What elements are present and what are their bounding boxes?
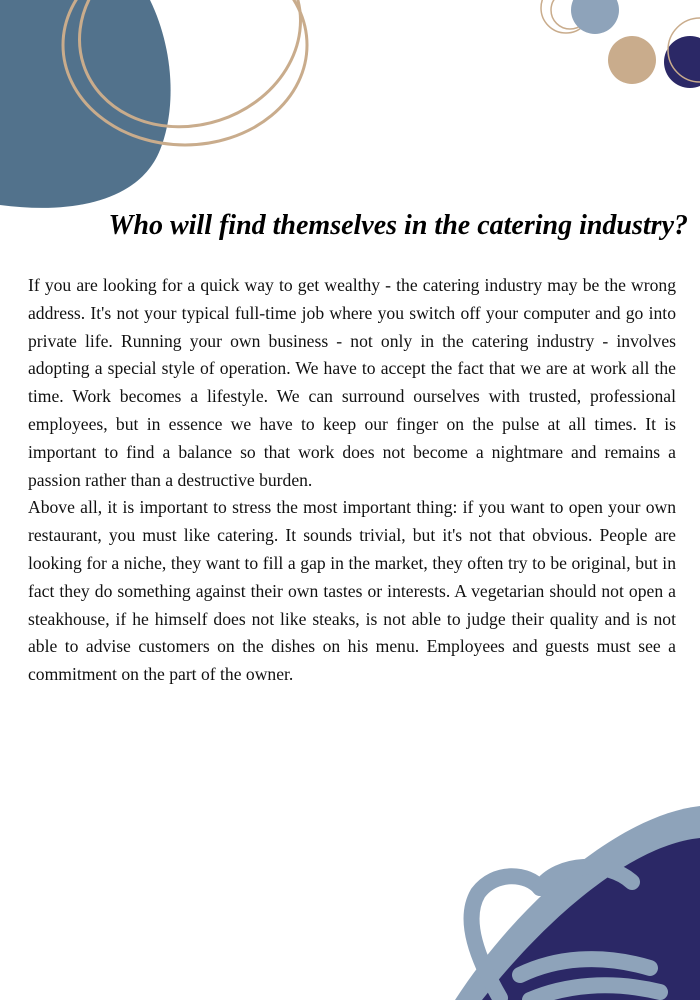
article-body — [28, 272, 676, 689]
paragraph-2: Above all, it is important to stress the most important thing: if you want to open your own restaurant, you must like catering. It sounds trivial, but it's not that obvious. People are looking for a niche, they want to fill a gap in the market, they often try to be original, but in fact they do something against their own tastes or interests. A vegetarian should not open a steakhouse, if he himself does not like steaks, is not able to judge their quality and is not able to advise customers on the dishes on his menu. Employees and guests must see a commitment on the part of the owner. — [28, 497, 676, 685]
top-right-circles — [541, 0, 700, 88]
page-title: Who will find themselves in the catering industry? — [108, 210, 688, 241]
paragraph-1: If you are looking for a quick way to get wealthy - the catering industry may be the wrong address. It's not your typical full-time job where you switch off your computer and go into private life. Running your own business - not only in the catering industry - involves adopting a special style of operation. We have to accept the fact that we are at work all the time. Work becomes a lifestyle. We can surround ourselves with trusted, professional employees, but in essence we have to keep our finger on the pulse at all times. It is important to find a balance so that work does not become a nightmare and remains a passion rather than a destructive burden. — [28, 275, 676, 490]
